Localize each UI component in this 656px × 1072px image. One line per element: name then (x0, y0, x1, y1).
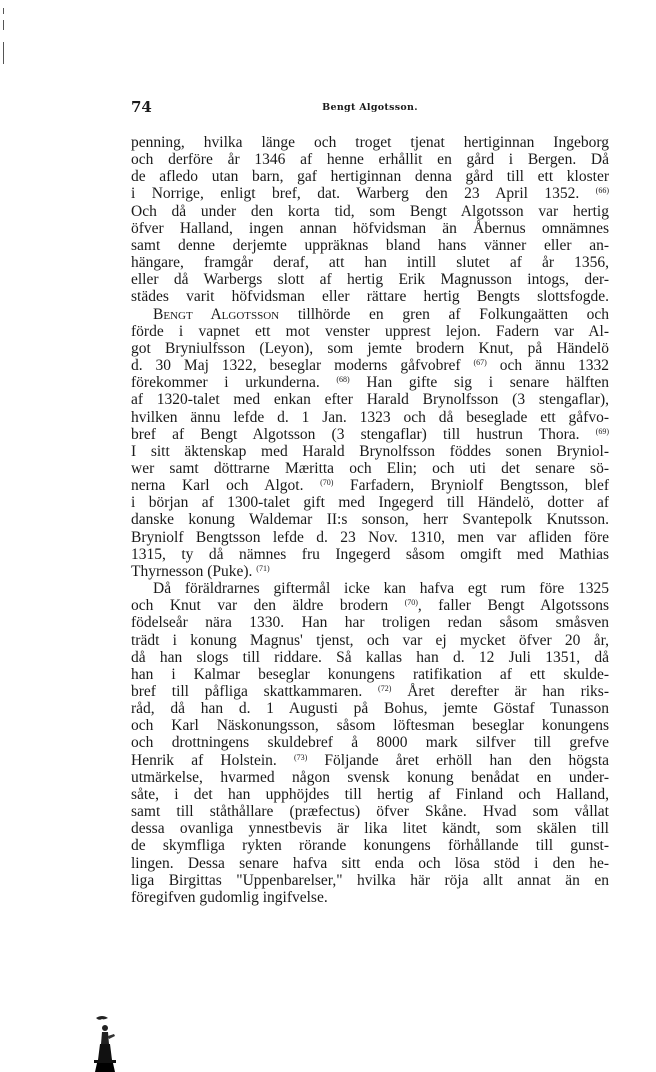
text-line: födelseår nära 1330. Han har troligen redan såsom småsven (131, 614, 609, 632)
page-number: 74 (131, 98, 152, 116)
paragraph-1 (131, 134, 609, 306)
text-line: förekommer i urkunderna. $^{(68)}$ Han gifte sig i senare hälften (131, 374, 609, 392)
text-line: råd, då han d. 1 Augusti på Bohus, jemte Göstaf Tunasson (131, 700, 609, 718)
text-line (131, 306, 609, 323)
text-line: got Bryniulfsson (Leyon), som jemte brodern Knut, på Händelö (131, 339, 609, 357)
text-line: Bryniolf Bengtsson lefde d. 23 Nov. 1310, men var afliden före (131, 528, 609, 546)
footnote-marker: (73) (293, 752, 308, 762)
text-line: och Knut var den äldre brodern $^{(70)}$, faller Bengt Algotssons (131, 597, 609, 615)
footnote-marker: (70) (320, 478, 334, 488)
footnote-marker: (67) (473, 358, 487, 368)
footnote-marker: (68) (336, 375, 350, 385)
footnote-marker: (66) (595, 186, 609, 196)
text-line: I sitt äktenskap med Harald Brynolfsson föddes sonen Bryniol- (131, 442, 609, 460)
text-line: dessa ovanliga ynnestbevis är lika litet kändt, som skälen till (131, 820, 609, 838)
text-line: Henrik af Holstein. $^{(73)}$ Följande året erhöll han den högsta (131, 751, 609, 769)
text-line-rest: tillhörde en gren af Folkungaätten och (279, 305, 609, 323)
text-line: föregifven gudomlig ingifvelse. (131, 888, 328, 906)
text-line: öfver Halland, ingen annan höfvidsman än Åbernus omnämnes (131, 219, 609, 237)
text-line: wer samt döttrarne Mæritta och Elin; och uti det senare sö- (131, 459, 609, 477)
text-line: Då föräldrarnes giftermål icke kan hafva egt rum före 1325 (153, 580, 609, 598)
footnote-marker: (72) (378, 684, 392, 693)
text-line: nerna Karl och Algot. $^{(70)}$ Farfadern, Bryniolf Bengtsson, blef (131, 477, 609, 495)
margin-mark (3, 8, 4, 14)
footnote-marker: (70) (404, 598, 418, 608)
margin-mark (3, 20, 4, 30)
text-line: trädt i konung Magnus' tjenst, och var ej mycket öfver 20 år, (131, 631, 609, 649)
text-line: de skymfliga rykten rörande konungens förhållande till gunst- (131, 837, 609, 855)
running-head: Bengt Algotsson. (322, 102, 418, 113)
paragraph-3 (131, 580, 609, 906)
text-line: de afledo utan barn, gaf hertiginnan denna gård till ett kloster (131, 168, 609, 186)
text-line: 1315, ty då nämnes fru Ingegerd såsom omgift med Mathias (131, 545, 609, 563)
text-line: och drottningens skuldebref å 8000 mark silfver till grefve (131, 734, 609, 752)
body-text (131, 134, 609, 906)
text-line: bref af Bengt Algotsson (3 stengaflar) till hustrun Thora. $^{(69)}$ (131, 425, 609, 443)
text-line: förde i vapnet ett mot venster upprest lejon. Fadern var Al- (131, 322, 609, 340)
text-line: penning, hvilka länge och troget tjenat hertiginnan Ingeborg (131, 134, 609, 151)
margin-mark (3, 42, 4, 64)
text-line: danske konung Waldemar II:s sonson, herr Svantepolk Knutsson. (131, 511, 609, 529)
footnote-marker: (69) (595, 426, 609, 436)
paragraph-2 (131, 306, 609, 581)
text-line: utmärkelse, hvarmed någon svensk konung benådat en under- (131, 768, 609, 786)
text-line: lingen. Dessa senare hafva sitt enda och lösa stöd i den he- (131, 854, 609, 872)
text-line: han i Kalmar beseglar konungens ratifikation af ett skulde- (131, 665, 609, 683)
text-line: och derföre år 1346 af henne erhållit en gård i Bergen. Då (131, 151, 609, 169)
text-line: i Norrige, enligt bref, dat. Warberg den 23 April 1352. $^{(66)}$ (131, 185, 609, 203)
ornament-figure-icon (88, 1014, 122, 1072)
text-line: såte, i det han upphöjdes till hertig af Finland och Halland, (131, 785, 609, 803)
page-header (131, 98, 609, 118)
text-line: bref till påfliga skattkammaren. $^{(72)}$ Året derefter är han riks- (131, 683, 609, 700)
text-line: städes varit höfvidsman eller rättare hertig Bengts slottsfogde. (131, 288, 609, 306)
text-line: då han slogs till riddare. Så kallas han d. 12 Juli 1351, då (131, 648, 609, 666)
text-line: samt till ståthållare (præfectus) öfver Skåne. Hvad som vållat (131, 803, 609, 821)
text-line: Och då under den korta tid, som Bengt Algotsson var hertig (131, 202, 609, 220)
text-line: Thyrnesson (Puke). $^{(71)}$ (131, 562, 270, 580)
text-line: hvilken ännu lefde d. 1 Jan. 1323 och då beseglade ett gåfvo- (131, 408, 609, 426)
text-line: d. 30 Maj 1322, beseglar moderns gåfvobref $^{(67)}$ och ännu 1332 (131, 357, 609, 375)
text-line: eller då Warbergs slott af hertig Erik Magnusson intogs, der- (131, 271, 609, 289)
footnote-marker: (71) (256, 563, 270, 573)
text-line: samt denne derjemte uppräknas bland hans vänner eller an- (131, 236, 609, 254)
person-name-lead: Bengt Algotsson (153, 305, 280, 323)
text-line: i början af 1300-talet gift med Ingegerd till Händelö, dotter af (131, 494, 609, 512)
text-line: och Karl Näskonungsson, såsom löftesman beseglar konungens (131, 717, 609, 735)
text-line: liga Birgittas "Uppenbarelser," hvilka här röja allt annat än en (131, 871, 609, 889)
text-line: af 1320-talet med enkan efter Harald Brynolfsson (3 stengaflar), (131, 391, 609, 409)
text-line: hängare, framgår deraf, att han intill slutet af år 1356, (131, 254, 609, 272)
